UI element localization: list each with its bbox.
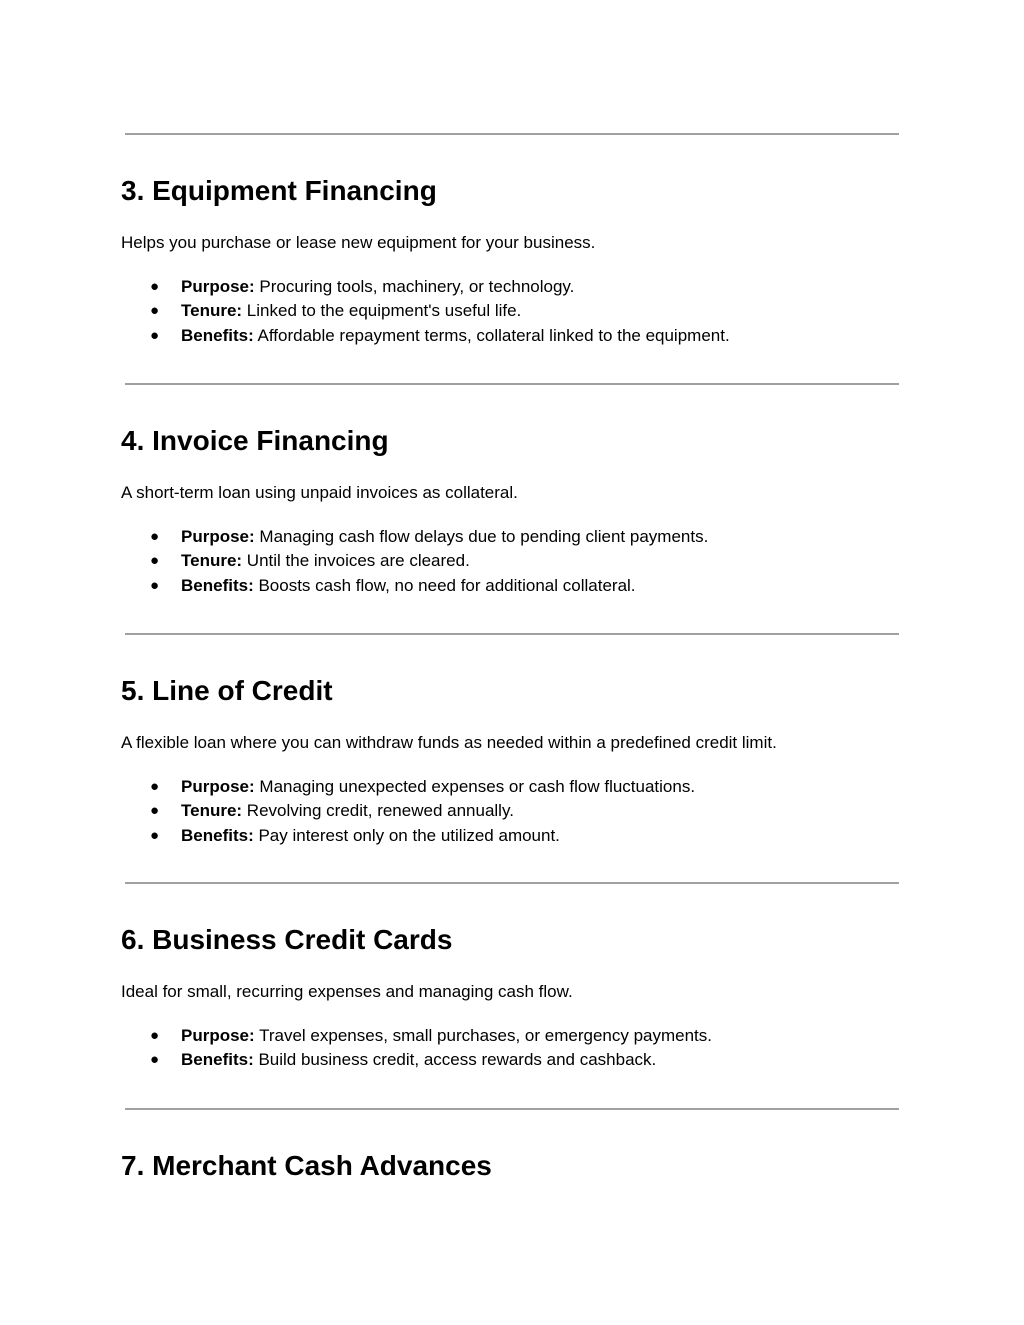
list-item-term: Benefits: (181, 1050, 254, 1070)
list-item-term: Purpose: (181, 527, 255, 546)
list-item-text (181, 525, 708, 549)
bullet-icon: ● (150, 826, 160, 844)
list-item-text (181, 1048, 656, 1072)
list-item-text (181, 299, 521, 323)
section-heading: 4. Invoice Financing (121, 425, 389, 456)
bullet-icon: ● (150, 1027, 160, 1044)
section-divider (125, 133, 899, 135)
bullet-icon: ● (150, 326, 160, 344)
list-item-description: Managing cash flow delays due to pending client payments. (254, 527, 709, 546)
list-item-text (181, 799, 514, 823)
section-divider (125, 383, 899, 385)
list-item-text (181, 824, 560, 848)
list-item-term: Purpose: (181, 1026, 255, 1045)
list-item-text (181, 775, 695, 799)
list-item-term: Tenure: (181, 801, 243, 821)
section-intro: A short-term loan using unpaid invoices as collateral. (121, 483, 518, 502)
section-divider (125, 882, 899, 884)
bullet-icon: ● (150, 576, 160, 594)
list-item-text (181, 1024, 712, 1048)
bullet-icon: ● (150, 1051, 160, 1069)
bullet-icon: ● (150, 302, 160, 320)
bullet-icon: ● (150, 552, 160, 570)
bullet-icon: ● (150, 528, 160, 545)
bullet-icon: ● (150, 778, 160, 795)
bullet-icon: ● (150, 278, 160, 295)
list-item-term: Purpose: (181, 277, 255, 296)
list-item-term: Benefits: (181, 325, 254, 345)
list-item-description: Pay interest only on the utilized amount. (253, 825, 560, 845)
list-item-text (181, 275, 574, 299)
section-heading: 6. Business Credit Cards (121, 924, 453, 955)
section-intro: A flexible loan where you can withdraw funds as needed within a predefined credit limit. (121, 733, 777, 752)
list-item-term: Tenure: (181, 551, 243, 571)
list-item-description: Travel expenses, small purchases, or emergency payments. (254, 1026, 713, 1045)
list-item-text (181, 324, 730, 348)
section-heading: 3. Equipment Financing (121, 175, 437, 206)
list-item-term: Benefits: (181, 825, 254, 845)
list-item-description: Revolving credit, renewed annually. (242, 801, 514, 821)
section-heading: 7. Merchant Cash Advances (121, 1150, 492, 1181)
list-item-term: Benefits: (181, 575, 254, 595)
section-intro: Ideal for small, recurring expenses and managing cash flow. (121, 982, 573, 1001)
list-item-description: Affordable repayment terms, collateral linked to the equipment. (253, 325, 730, 345)
list-item-description: Managing unexpected expenses or cash flow fluctuations. (254, 777, 696, 796)
list-item-text (181, 549, 470, 573)
bullet-icon: ● (150, 802, 160, 820)
section-intro: Helps you purchase or lease new equipment for your business. (121, 233, 596, 252)
list-item-description: Until the invoices are cleared. (242, 551, 470, 571)
section-divider (125, 1108, 899, 1110)
list-item-term: Purpose: (181, 777, 255, 796)
list-item-description: Procuring tools, machinery, or technology. (254, 277, 575, 296)
list-item-description: Build business credit, access rewards and cashback. (253, 1050, 657, 1070)
section-divider (125, 633, 899, 635)
section-heading: 5. Line of Credit (121, 675, 333, 706)
list-item-term: Tenure: (181, 301, 243, 321)
list-item-description: Boosts cash flow, no need for additional collateral. (253, 575, 636, 595)
list-item-text (181, 574, 636, 598)
list-item-description: Linked to the equipment's useful life. (242, 301, 522, 321)
